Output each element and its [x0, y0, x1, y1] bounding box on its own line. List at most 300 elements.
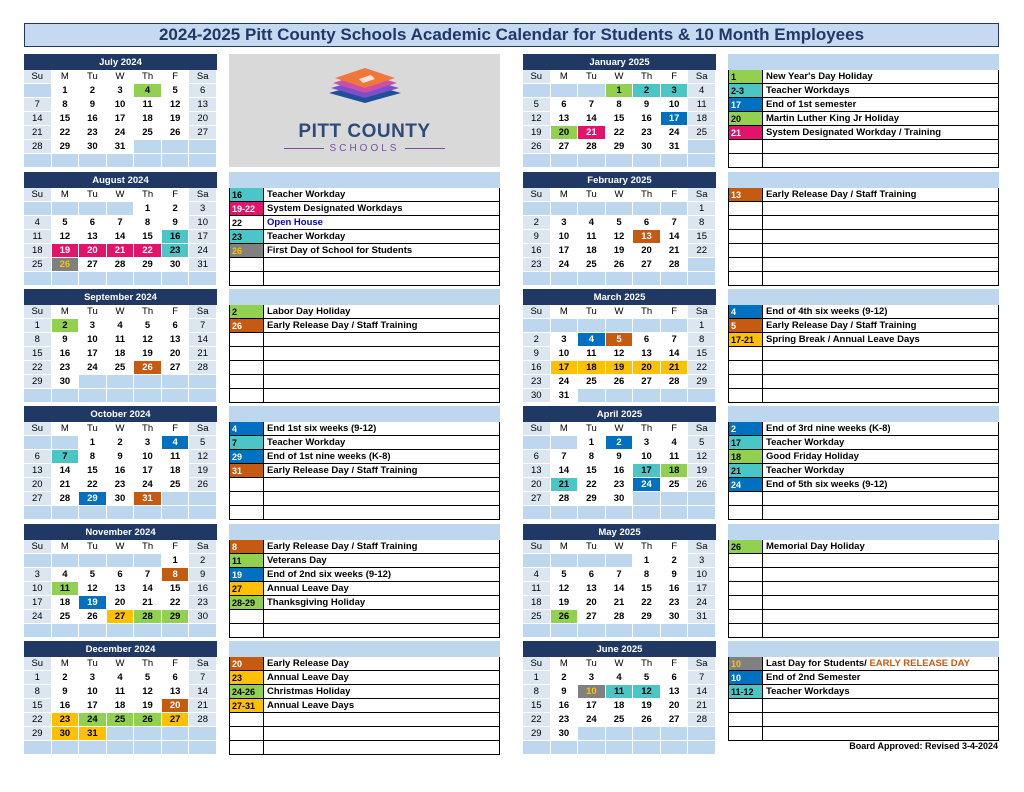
calendar-empty-cell [107, 741, 135, 755]
calendar-day: 10 [79, 685, 107, 699]
legend-row [229, 741, 500, 755]
legend-block [229, 289, 500, 403]
calendar-empty-cell [162, 506, 190, 520]
calendar-day: 22 [633, 596, 661, 610]
calendar-day: 5 [134, 319, 162, 333]
calendar-day: 23 [189, 596, 217, 610]
calendar-day: 1 [24, 319, 52, 333]
legend-date-code: 19 [230, 568, 264, 581]
calendar-day: 17 [107, 112, 135, 126]
calendar-empty-cell [134, 375, 162, 389]
legend-row [229, 258, 500, 272]
calendar-day: 10 [688, 568, 716, 582]
calendar-empty-cell [551, 319, 579, 333]
calendar-day: 8 [578, 450, 606, 464]
legend-block [229, 172, 500, 286]
weekday-header: F [162, 188, 190, 202]
calendar-day: 4 [24, 216, 52, 230]
legend-date-code [230, 610, 264, 623]
calendar-day: 5 [134, 671, 162, 685]
calendar-day: 7 [107, 216, 135, 230]
legend-date-code [230, 624, 264, 637]
calendar-day: 24 [134, 478, 162, 492]
calendar-day: 12 [551, 582, 579, 596]
calendar-day: 2 [551, 671, 579, 685]
legend-description [763, 140, 998, 153]
calendar-day: 22 [688, 361, 716, 375]
month-title: December 2024 [24, 641, 217, 657]
legend-row [229, 272, 500, 286]
legend-row [728, 333, 999, 347]
calendar-day: 10 [79, 333, 107, 347]
calendar-day: 2 [606, 436, 634, 450]
calendar-day: 20 [189, 112, 217, 126]
legend-row [229, 244, 500, 258]
calendar-day: 30 [162, 258, 190, 272]
legend-description: Early Release Day / Staff Training [267, 320, 418, 331]
calendar-empty-cell [551, 272, 579, 286]
legend-row [728, 258, 999, 272]
legend-row [728, 84, 999, 98]
legend-row [229, 347, 500, 361]
calendar-day: 17 [633, 464, 661, 478]
legend-date-code: 17-21 [729, 333, 763, 346]
calendar-day: 15 [24, 347, 52, 361]
calendar-day: 4 [578, 216, 606, 230]
month-december-2024 [24, 641, 217, 755]
legend-date-code [729, 230, 763, 243]
calendar-day: 14 [606, 582, 634, 596]
calendar-day: 8 [24, 333, 52, 347]
legend-row [728, 126, 999, 140]
weekday-header: F [162, 422, 190, 436]
calendar-empty-cell [606, 202, 634, 216]
calendar-day: 13 [189, 98, 217, 112]
calendar-day: 22 [52, 126, 80, 140]
calendar-day: 10 [134, 450, 162, 464]
calendar-day: 1 [79, 436, 107, 450]
legend-block [229, 406, 500, 520]
calendar-empty-cell [52, 624, 80, 638]
calendar-empty-cell [134, 727, 162, 741]
calendar-day: 7 [661, 216, 689, 230]
calendar-empty-cell [606, 741, 634, 755]
legend-row [728, 582, 999, 596]
calendar-day: 7 [189, 671, 217, 685]
legend-row [229, 713, 500, 727]
calendar-empty-cell [189, 375, 217, 389]
weekday-header: Su [24, 422, 52, 436]
calendar-day: 16 [523, 244, 551, 258]
calendar-day: 7 [606, 568, 634, 582]
weekday-header: M [52, 657, 80, 671]
calendar-empty-cell [134, 272, 162, 286]
legend-date-code: 29 [230, 450, 264, 463]
district-logo [229, 54, 500, 167]
legend-description [763, 361, 998, 374]
calendar-empty-cell [688, 140, 716, 154]
calendar-day: 7 [688, 671, 716, 685]
calendar-day: 11 [162, 450, 190, 464]
calendar-empty-cell [107, 624, 135, 638]
weekday-header: Su [24, 657, 52, 671]
calendar-day: 17 [134, 464, 162, 478]
calendar-day: 25 [162, 478, 190, 492]
calendar-empty-cell [24, 84, 52, 98]
calendar-day: 12 [633, 685, 661, 699]
legend-row [728, 319, 999, 333]
calendar-day: 20 [162, 347, 190, 361]
legend-description [763, 154, 998, 167]
legend-description: Martin Luther King Jr Holiday [766, 113, 900, 124]
calendar-day: 20 [107, 596, 135, 610]
calendar-empty-cell [162, 154, 190, 168]
legend-date-code: 17 [729, 98, 763, 111]
calendar-empty-cell [107, 389, 135, 403]
legend-row [229, 699, 500, 713]
calendar-day: 6 [162, 671, 190, 685]
calendar-day: 20 [661, 699, 689, 713]
legend-description [763, 610, 998, 623]
calendar-empty-cell [578, 554, 606, 568]
calendar-day: 29 [52, 140, 80, 154]
calendar-day: 15 [523, 699, 551, 713]
legend-date-code [729, 347, 763, 360]
calendar-day: 26 [52, 258, 80, 272]
legend-row [229, 582, 500, 596]
calendar-day: 6 [661, 671, 689, 685]
weekday-header: W [606, 188, 634, 202]
layers-logo-icon [325, 67, 405, 119]
calendar-day: 25 [606, 713, 634, 727]
calendar-empty-cell [189, 389, 217, 403]
calendar-day: 24 [578, 713, 606, 727]
legend-row [728, 671, 999, 685]
calendar-day: 28 [107, 258, 135, 272]
calendar-day: 23 [551, 713, 579, 727]
calendar-day: 6 [79, 216, 107, 230]
calendar-empty-cell [52, 154, 80, 168]
calendar-day: 15 [578, 464, 606, 478]
calendar-day: 19 [551, 596, 579, 610]
calendar-day: 12 [688, 450, 716, 464]
calendar-day: 20 [551, 126, 579, 140]
calendar-day: 6 [523, 450, 551, 464]
calendar-day: 15 [633, 582, 661, 596]
calendar-day: 15 [162, 582, 190, 596]
legend-description: Open House [267, 217, 323, 228]
weekday-header: W [107, 305, 135, 319]
legend-row [728, 492, 999, 506]
legend-description [264, 610, 499, 623]
calendar-day: 22 [523, 713, 551, 727]
calendar-empty-cell [606, 727, 634, 741]
calendar-day: 25 [52, 610, 80, 624]
legend-row [229, 657, 500, 671]
calendar-empty-cell [189, 506, 217, 520]
calendar-day: 25 [24, 258, 52, 272]
calendar-empty-cell [189, 272, 217, 286]
legend-row [728, 216, 999, 230]
calendar-day: 3 [633, 436, 661, 450]
weekday-header: Th [134, 305, 162, 319]
calendar-day: 20 [633, 244, 661, 258]
calendar-day: 22 [24, 361, 52, 375]
calendar-empty-cell [189, 492, 217, 506]
calendar-day: 12 [134, 333, 162, 347]
calendar-day: 15 [79, 464, 107, 478]
legend-description: Teacher Workday [766, 437, 845, 448]
calendar-empty-cell [578, 154, 606, 168]
calendar-day: 15 [52, 112, 80, 126]
legend-row [229, 685, 500, 699]
calendar-day: 28 [134, 610, 162, 624]
calendar-day: 19 [606, 244, 634, 258]
calendar-empty-cell [688, 727, 716, 741]
weekday-header: Tu [79, 305, 107, 319]
calendar-day: 8 [79, 450, 107, 464]
calendar-day: 10 [578, 685, 606, 699]
weekday-header: Th [633, 540, 661, 554]
weekday-header: Tu [79, 540, 107, 554]
legend-description: Early Release Day / Staff Training [766, 189, 917, 200]
calendar-empty-cell [661, 727, 689, 741]
legend-description [264, 506, 499, 519]
legend-description [763, 596, 998, 609]
calendar-empty-cell [661, 624, 689, 638]
weekday-header: Sa [189, 540, 217, 554]
calendar-empty-cell [688, 624, 716, 638]
calendar-day: 30 [189, 610, 217, 624]
calendar-day: 3 [134, 436, 162, 450]
weekday-header: Th [633, 305, 661, 319]
calendar-day: 16 [52, 699, 80, 713]
legend-row [229, 188, 500, 202]
weekday-header: Sa [189, 70, 217, 84]
calendar-day: 29 [79, 492, 107, 506]
calendar-day: 22 [24, 713, 52, 727]
calendar-day: 10 [551, 230, 579, 244]
calendar-day: 17 [578, 699, 606, 713]
calendar-day: 19 [189, 464, 217, 478]
calendar-day: 22 [578, 478, 606, 492]
calendar-day: 18 [578, 361, 606, 375]
legend-row [728, 450, 999, 464]
legend-row [728, 713, 999, 727]
calendar-empty-cell [633, 741, 661, 755]
month-title: October 2024 [24, 406, 217, 422]
calendar-day: 8 [688, 333, 716, 347]
calendar-day: 13 [79, 230, 107, 244]
calendar-empty-cell [661, 202, 689, 216]
legend-description: Memorial Day Holiday [766, 541, 865, 552]
legend-description: System Designated Workdays [267, 203, 403, 214]
legend-description: Labor Day Holiday [267, 306, 351, 317]
calendar-day: 2 [523, 216, 551, 230]
legend-description [264, 713, 499, 726]
calendar-day: 11 [606, 685, 634, 699]
calendar-day: 22 [79, 478, 107, 492]
legend-description: End of 2nd six weeks (9-12) [267, 569, 392, 580]
weekday-header: Tu [578, 540, 606, 554]
legend-row [728, 244, 999, 258]
calendar-day: 5 [688, 436, 716, 450]
calendar-day: 15 [606, 112, 634, 126]
calendar-empty-cell [107, 202, 135, 216]
calendar-day: 6 [24, 450, 52, 464]
legend-date-code: 26 [230, 319, 264, 332]
calendar-day: 23 [79, 126, 107, 140]
calendar-empty-cell [162, 272, 190, 286]
legend-date-code: 23 [230, 671, 264, 684]
calendar-day: 17 [661, 112, 689, 126]
legend-description: Thanksgiving Holiday [267, 597, 366, 608]
legend-description: End of 1st nine weeks (K-8) [267, 451, 391, 462]
calendar-empty-cell [52, 389, 80, 403]
legend-row [728, 361, 999, 375]
calendar-empty-cell [551, 436, 579, 450]
legend-description: Early Release Day / Staff Training [267, 541, 418, 552]
calendar-day: 16 [189, 582, 217, 596]
weekday-header: F [162, 70, 190, 84]
legend-row [229, 540, 500, 554]
legend-date-code [230, 727, 264, 740]
legend-date-code [230, 272, 264, 285]
calendar-day: 14 [24, 112, 52, 126]
legend-date-code: 10 [729, 657, 763, 670]
calendar-day: 25 [578, 375, 606, 389]
calendar-day: 6 [578, 568, 606, 582]
calendar-day: 18 [523, 596, 551, 610]
calendar-day: 23 [606, 478, 634, 492]
legend-date-code [729, 610, 763, 623]
calendar-day: 11 [523, 582, 551, 596]
legend-description: Early Release Day / Staff Training [267, 465, 418, 476]
calendar-day: 16 [79, 112, 107, 126]
legend-date-code: 26 [729, 540, 763, 553]
calendar-day: 6 [162, 319, 190, 333]
weekday-header: Sa [189, 422, 217, 436]
legend-date-code [230, 389, 264, 402]
calendar-day: 27 [523, 492, 551, 506]
legend-block [728, 406, 999, 520]
legend-date-code [729, 713, 763, 726]
legend-row [728, 272, 999, 286]
legend-date-code [729, 361, 763, 374]
legend-description [264, 347, 499, 360]
legend-date-code: 2 [729, 422, 763, 435]
calendar-day: 7 [661, 333, 689, 347]
legend-description: End of 3rd nine weeks (K-8) [766, 423, 891, 434]
calendar-day: 21 [551, 478, 579, 492]
weekday-header: Th [134, 188, 162, 202]
legend-date-code [729, 389, 763, 402]
weekday-header: W [606, 540, 634, 554]
legend-row [229, 624, 500, 638]
legend-block [229, 641, 500, 755]
weekday-header: F [661, 305, 689, 319]
calendar-day: 20 [24, 478, 52, 492]
month-may-2025 [523, 524, 716, 638]
weekday-header: Sa [189, 657, 217, 671]
month-august-2024 [24, 172, 217, 286]
calendar-day: 9 [523, 347, 551, 361]
calendar-day: 9 [551, 685, 579, 699]
calendar-empty-cell [688, 272, 716, 286]
legend-row [728, 610, 999, 624]
legend-description: Teacher Workday [766, 465, 845, 476]
calendar-day: 6 [551, 98, 579, 112]
legend-block [728, 289, 999, 403]
legend-header-bar [728, 289, 999, 305]
calendar-day: 12 [189, 450, 217, 464]
calendar-day: 5 [162, 84, 190, 98]
weekday-header: W [107, 188, 135, 202]
calendar-day: 13 [162, 685, 190, 699]
legend-row [229, 464, 500, 478]
calendar-day: 21 [688, 699, 716, 713]
calendar-day: 31 [134, 492, 162, 506]
weekday-header: Th [633, 70, 661, 84]
weekday-header: Su [24, 70, 52, 84]
calendar-empty-cell [107, 272, 135, 286]
legend-date-code: 27 [230, 582, 264, 595]
calendar-day: 27 [79, 258, 107, 272]
calendar-day: 11 [688, 98, 716, 112]
calendar-day: 24 [551, 375, 579, 389]
calendar-day: 14 [661, 230, 689, 244]
legend-description [264, 375, 499, 388]
calendar-day: 14 [578, 112, 606, 126]
calendar-day: 26 [633, 713, 661, 727]
weekday-header: W [107, 540, 135, 554]
legend-description: Teacher Workday [267, 231, 346, 242]
calendar-empty-cell [107, 154, 135, 168]
calendar-day: 8 [688, 216, 716, 230]
calendar-empty-cell [52, 741, 80, 755]
calendar-day: 26 [134, 713, 162, 727]
weekday-header: F [661, 70, 689, 84]
calendar-day: 16 [633, 112, 661, 126]
calendar-day: 5 [189, 436, 217, 450]
calendar-day: 24 [189, 244, 217, 258]
calendar-empty-cell [578, 272, 606, 286]
calendar-empty-cell [606, 506, 634, 520]
calendar-day: 3 [688, 554, 716, 568]
legend-row [728, 506, 999, 520]
calendar-day: 13 [107, 582, 135, 596]
weekday-header: Tu [79, 657, 107, 671]
weekday-header: Sa [688, 305, 716, 319]
calendar-day: 4 [523, 568, 551, 582]
legend-description [264, 478, 499, 491]
calendar-empty-cell [79, 375, 107, 389]
calendar-empty-cell [551, 202, 579, 216]
calendar-day: 29 [606, 140, 634, 154]
calendar-day: 19 [162, 112, 190, 126]
legend-date-code [729, 568, 763, 581]
calendar-day: 13 [551, 112, 579, 126]
weekday-header: Sa [688, 422, 716, 436]
calendar-empty-cell [24, 554, 52, 568]
calendar-day: 28 [551, 492, 579, 506]
weekday-header: Sa [688, 657, 716, 671]
legend-description: End 1st six weeks (9-12) [267, 423, 377, 434]
legend-description [763, 244, 998, 257]
legend-date-code [729, 244, 763, 257]
calendar-day: 23 [52, 713, 80, 727]
calendar-empty-cell [79, 389, 107, 403]
